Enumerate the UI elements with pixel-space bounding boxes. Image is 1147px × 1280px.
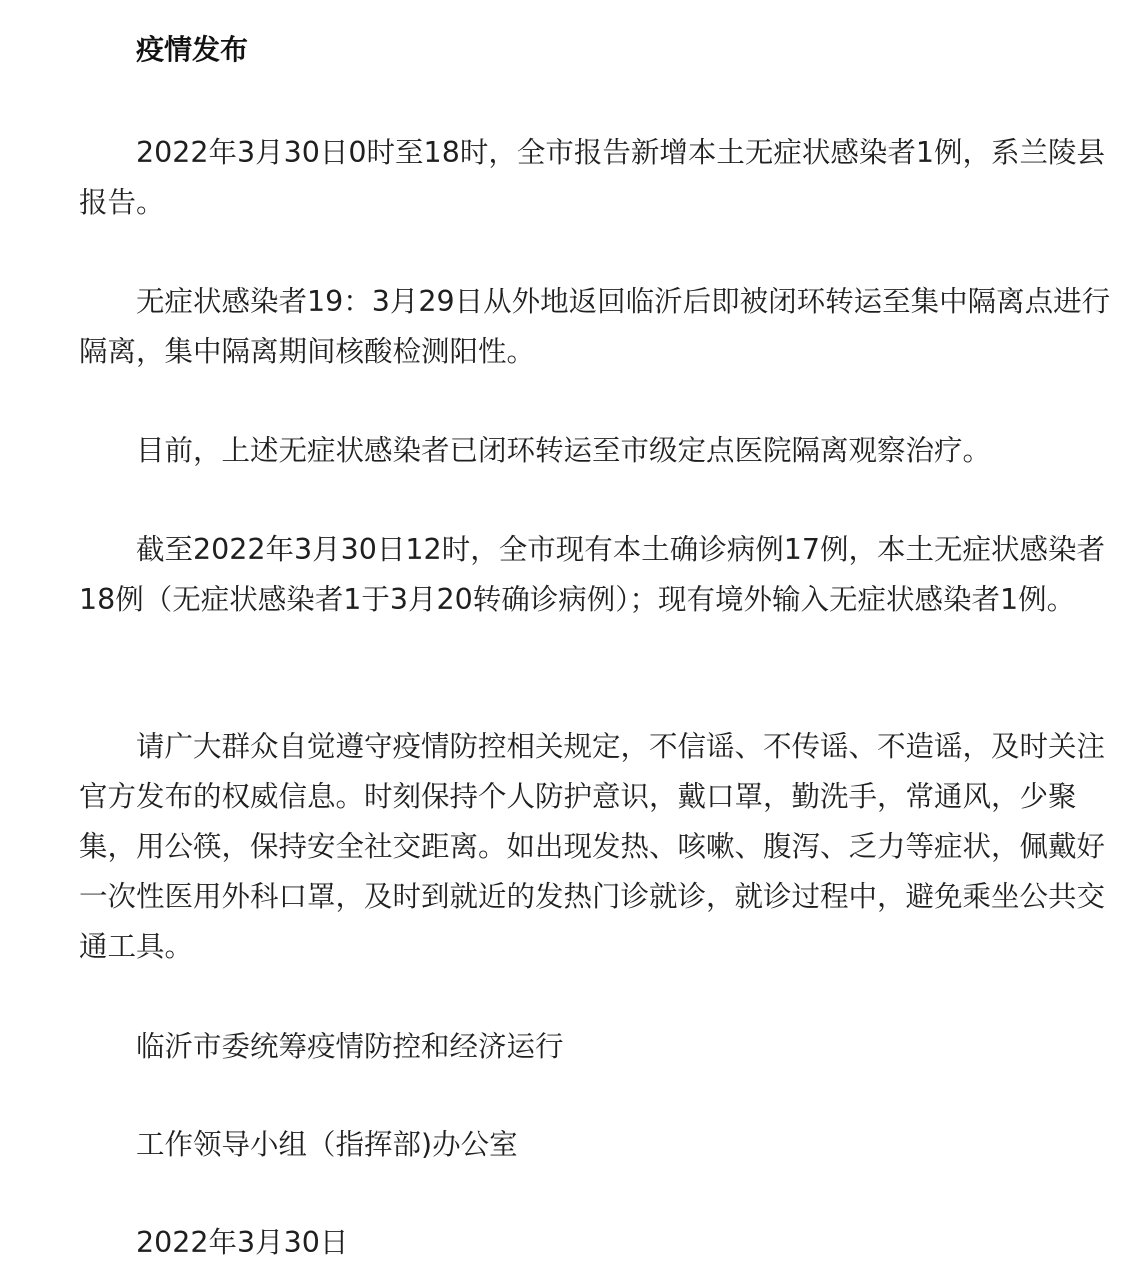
paragraph-totals: 截至2022年3月30日12时，全市现有本土确诊病例17例，本土无症状感染者18例（无症状感染者1于3月20转确诊病例）；现有境外输入无症状感染者1例。 xyxy=(79,533,1105,616)
paragraph-case-detail: 无症状感染者19：3月29日从外地返回临沂后即被闭环转运至集中隔离点进行隔离，集中隔离期间核酸检测阳性。 xyxy=(79,285,1111,368)
paragraph-advice: 请广大群众自觉遵守疫情防控相关规定，不信谣、不传谣、不造谣，及时关注官方发布的权威信息。时刻保持个人防护意识，戴口罩，勤洗手，常通风，少聚集，用公筷，保持安全社交距离。如出现发热、咳嗽、腹泻、乏力等症状，佩戴好一次性医用外科口罩，及时到就近的发热门诊就诊，就诊过程中，避免乘坐公共交通工具。 xyxy=(79,730,1106,963)
signature-org-line2: 工作领导小组（指挥部)办公室 xyxy=(136,1128,518,1161)
signature-date: 2022年3月30日 xyxy=(136,1226,349,1259)
page-title: 疫情发布 xyxy=(136,33,249,66)
signature-org-line1: 临沂市委统筹疫情防控和经济运行 xyxy=(136,1030,564,1063)
paragraph-current-status: 目前，上述无症状感染者已闭环转运至市级定点医院隔离观察治疗。 xyxy=(136,434,992,467)
paragraph-new-cases: 2022年3月30日0时至18时，全市报告新增本土无症状感染者1例，系兰陵县报告。 xyxy=(79,136,1105,219)
